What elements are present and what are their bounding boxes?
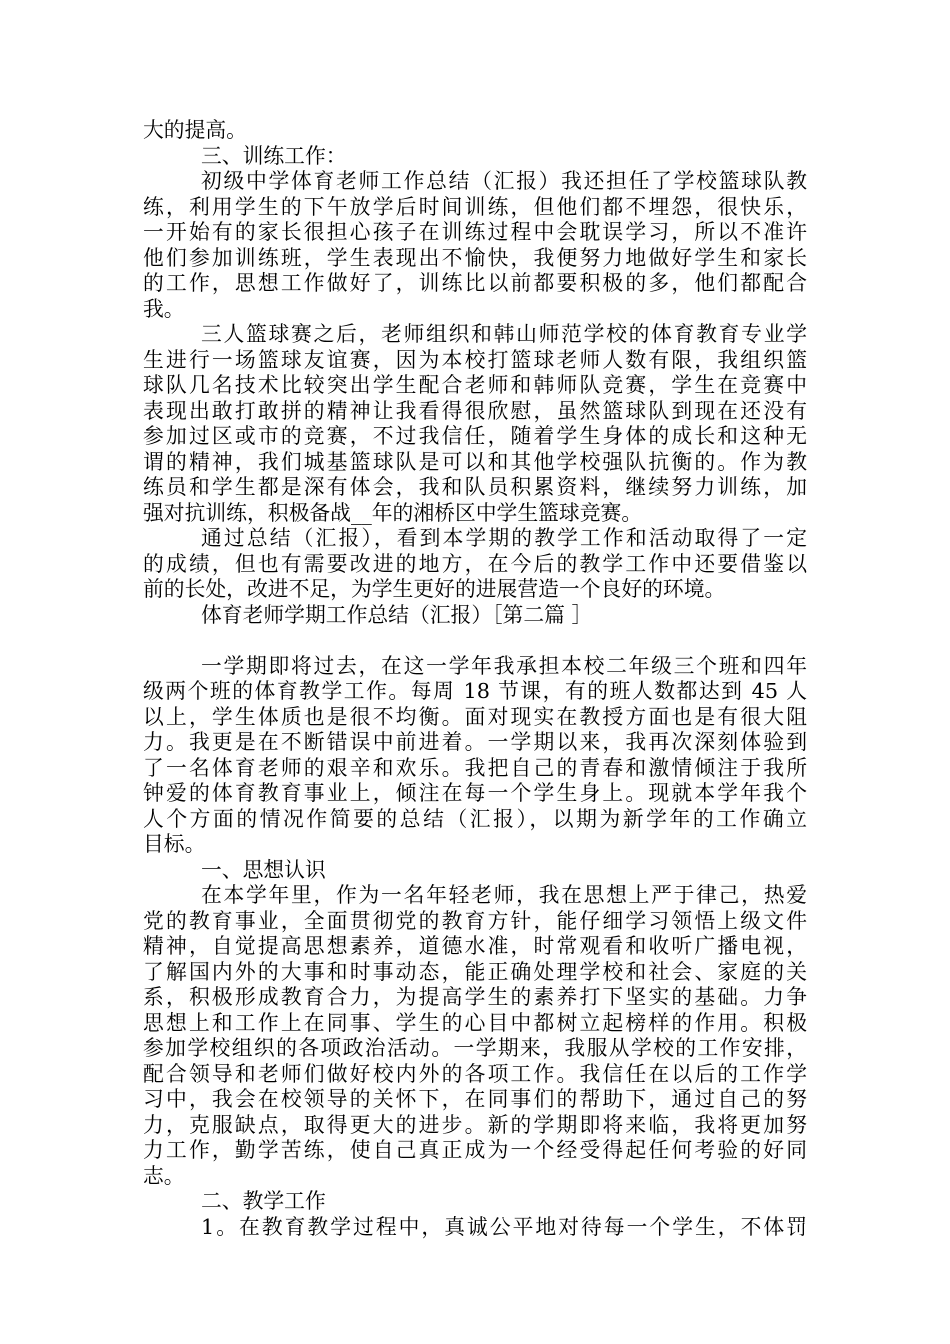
text-line: 级两个班的体育教学工作。每周 18 节课，有的班人数都达到 45 人 [143, 679, 807, 703]
text-line: 系，积极形成教育合力，为提高学生的素养打下坚实的基础。力争 [143, 985, 807, 1009]
text-line: 参加过区或市的竞赛，不过我信任，随着学生身体的成长和这种无 [143, 424, 807, 448]
text-line: 球队几名技术比较突出学生配合老师和韩师队竞赛，学生在竞赛中 [143, 373, 807, 397]
text-line: 前的长处，改进不足，为学生更好的进展营造一个良好的环境。 [143, 577, 726, 601]
text-line: 初级中学体育老师工作总结（汇报）我还担任了学校篮球队教 [201, 169, 807, 193]
text-line: 的工作，思想工作做好了，训练比以前都要积极的多，他们都配合 [143, 271, 807, 295]
text-line: 谓的精神，我们城基篮球队是可以和其他学校强队抗衡的。作为教 [143, 449, 807, 474]
text-line: 习中，我会在校领导的关怀下，在同事们的帮助下，通过自己的努 [143, 1087, 807, 1111]
document-page [143, 118, 807, 1240]
text-line: 了解国内外的大事和时事动态，能正确处理学校和社会、家庭的关 [143, 959, 807, 984]
text-line: 生进行一场篮球友谊赛，因为本校打篮球老师人数有限，我组织篮 [143, 347, 807, 372]
text-line: 二、教学工作 [201, 1189, 326, 1213]
text-line: 党的教育事业，全面贯彻党的教育方针，能仔细学习领悟上级文件 [143, 908, 807, 933]
text-line: 1。在教育教学过程中，真诚公平地对待每一个学生，不体罚 [201, 1214, 807, 1239]
text-line: 强对抗训练，积极备战__年的湘桥区中学生篮球竞赛。 [143, 500, 643, 525]
text-line: 表现出敢打敢拼的精神让我看得很欣慰，虽然篮球队到现在还没有 [143, 398, 807, 423]
text-line: 三、训练工作： [201, 143, 347, 168]
text-line: 一开始有的家长很担心孩子在训练过程中会耽误学习，所以不准许 [143, 220, 807, 244]
text-line: 力，克服缺点，取得更大的进步。新的学期即将来临，我将更加努 [143, 1112, 807, 1137]
blank-line [143, 628, 807, 654]
text-line: 了一名体育老师的艰辛和欢乐。我把自己的青春和激情倾注于我所 [143, 755, 807, 780]
text-line: 力工作，勤学苦练，使自己真正成为一个经受得起任何考验的好同 [143, 1138, 807, 1162]
text-line: 我。 [143, 296, 185, 321]
text-line: 练，利用学生的下午放学后时间训练，但他们都不埋怨，很快乐， [143, 194, 807, 219]
text-line: 精神，自觉提高思想素养，道德水准，时常观看和收听广播电视， [143, 934, 807, 958]
text-line: 一学期即将过去，在这一学年我承担本校二年级三个班和四年 [201, 653, 807, 678]
text-line: 通过总结（汇报），看到本学期的教学工作和活动取得了一定 [201, 526, 807, 550]
text-line: 大的提高。 [143, 118, 247, 142]
text-line: 思想上和工作上在同事、学生的心目中都树立起榜样的作用。积极 [143, 1010, 807, 1035]
text-line: 以上，学生体质也是很不均衡。面对现实在教授方面也是有很大阻 [143, 704, 807, 729]
text-line: 配合领导和老师们做好校内外的各项工作。我信任在以后的工作学 [143, 1061, 807, 1086]
text-line: 三人篮球赛之后，老师组织和韩山师范学校的体育教育专业学 [201, 322, 807, 346]
text-line: 力。我更是在不断错误中前进着。一学期以来，我再次深刻体验到 [143, 730, 807, 754]
text-line: 钟爱的体育教育事业上，倾注在每一个学生身上。现就本学年我个 [143, 781, 807, 805]
text-line: 的成绩，但也有需要改进的地方，在今后的教学工作中还要借鉴以 [143, 551, 807, 576]
text-line: 练员和学生都是深有体会，我和队员积累资料，继续努力训练，加 [143, 475, 807, 499]
text-line: 人个方面的情况作简要的总结（汇报），以期为新学年的工作确立 [143, 806, 807, 831]
text-line: 在本学年里，作为一名年轻老师，我在思想上严于律己，热爱 [201, 883, 807, 907]
text-line: 目标。 [143, 832, 206, 856]
text-line: 志。 [143, 1163, 185, 1188]
text-line: 他们参加训练班，学生表现出不愉快，我便努力地做好学生和家长 [143, 245, 807, 270]
text-line: 一、思想认识 [201, 857, 326, 882]
text-line: 体育老师学期工作总结（汇报）［第二篇 ］ [201, 602, 593, 627]
text-line: 参加学校组织的各项政治活动。一学期来，我服从学校的工作安排， [143, 1036, 807, 1060]
